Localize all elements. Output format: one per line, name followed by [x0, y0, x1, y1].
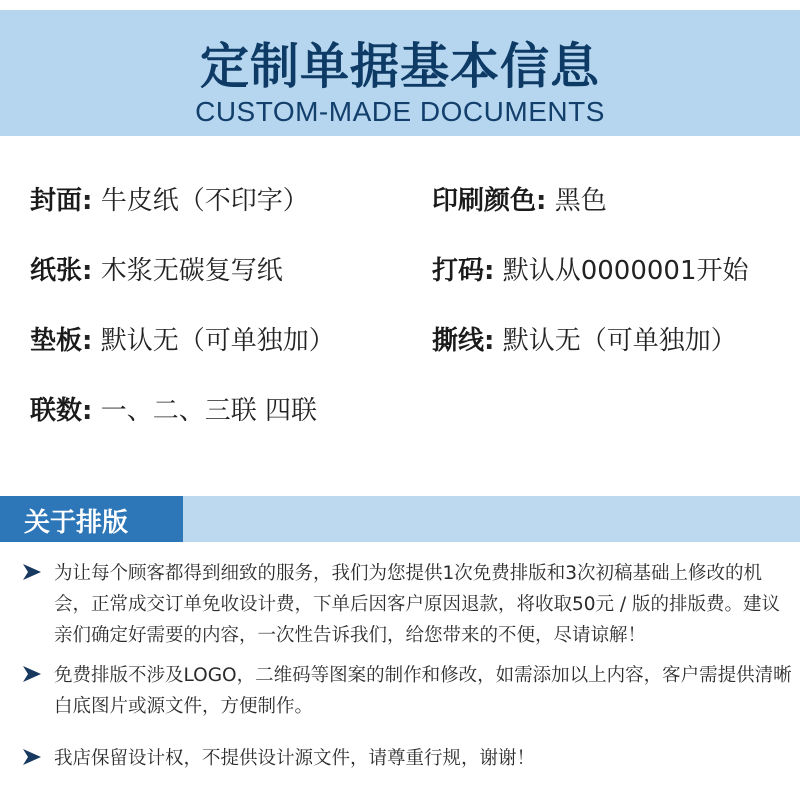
note-text: 免费排版不涉及LOGO，二维码等图案的制作和修改，如需添加以上内容，客户需提供清晰白底图片或源文件，方便制作。 [54, 665, 792, 717]
spec-print-color [432, 180, 607, 217]
note-text: 为让每个顾客都得到细致的服务，我们为您提供1次免费排版和3次初稿基础上修改的机会，正常成交订单免收设计费，下单后因客户原因退款，将收取50元 / 版的排版费。建议亲们确定好需要的内容，一次性告诉我们，给您带来的不便，尽请谅解！ [54, 563, 781, 646]
spec-value: 木浆无碳复写纸 [100, 256, 283, 286]
spec-label: 垫板 [30, 326, 83, 356]
spec-tear-line [432, 320, 737, 357]
spec-numbering [432, 250, 748, 287]
spec-label: 封面 [30, 186, 83, 216]
spec-separator: : [82, 396, 93, 426]
spec-value: 默认从0000001开始 [502, 256, 749, 286]
spec-backing-board [30, 320, 335, 357]
spec-label: 联数 [30, 396, 83, 426]
header-banner [0, 10, 800, 136]
spec-cover [30, 180, 309, 217]
spec-label: 印刷颜色 [432, 186, 537, 216]
spec-value: 默认无（可单独加） [502, 326, 737, 356]
spec-separator: : [82, 256, 93, 286]
spec-paper [30, 250, 283, 287]
spec-separator: : [82, 326, 93, 356]
spec-label: 打码 [432, 256, 485, 286]
note-item [22, 660, 792, 724]
spec-separator: : [484, 326, 495, 356]
section-header-bar [0, 496, 800, 542]
note-item [22, 743, 792, 777]
spec-value: 黑色 [554, 186, 607, 216]
spec-label: 纸张 [30, 256, 83, 286]
spec-label: 撕线 [432, 326, 485, 356]
section-title: 关于排版 [24, 508, 129, 538]
spec-value: 一、二、三联 四联 [100, 396, 317, 426]
spec-separator: : [536, 186, 547, 216]
section-tab [0, 496, 183, 542]
page-title: 定制单据基本信息 [199, 38, 600, 95]
arrowhead-bullet-icon [22, 562, 42, 582]
arrowhead-bullet-icon [22, 664, 42, 684]
spec-separator: : [82, 186, 93, 216]
arrowhead-bullet-icon [22, 747, 42, 767]
note-text: 我店保留设计权，不提供设计源文件，请尊重行规，谢谢！ [54, 748, 536, 769]
spec-value: 牛皮纸（不印字） [100, 186, 309, 216]
spec-value: 默认无（可单独加） [100, 326, 335, 356]
spec-copies [30, 390, 317, 427]
note-item [22, 558, 792, 654]
spec-separator: : [484, 256, 495, 286]
page-subtitle: CUSTOM-MADE DOCUMENTS [195, 96, 605, 127]
